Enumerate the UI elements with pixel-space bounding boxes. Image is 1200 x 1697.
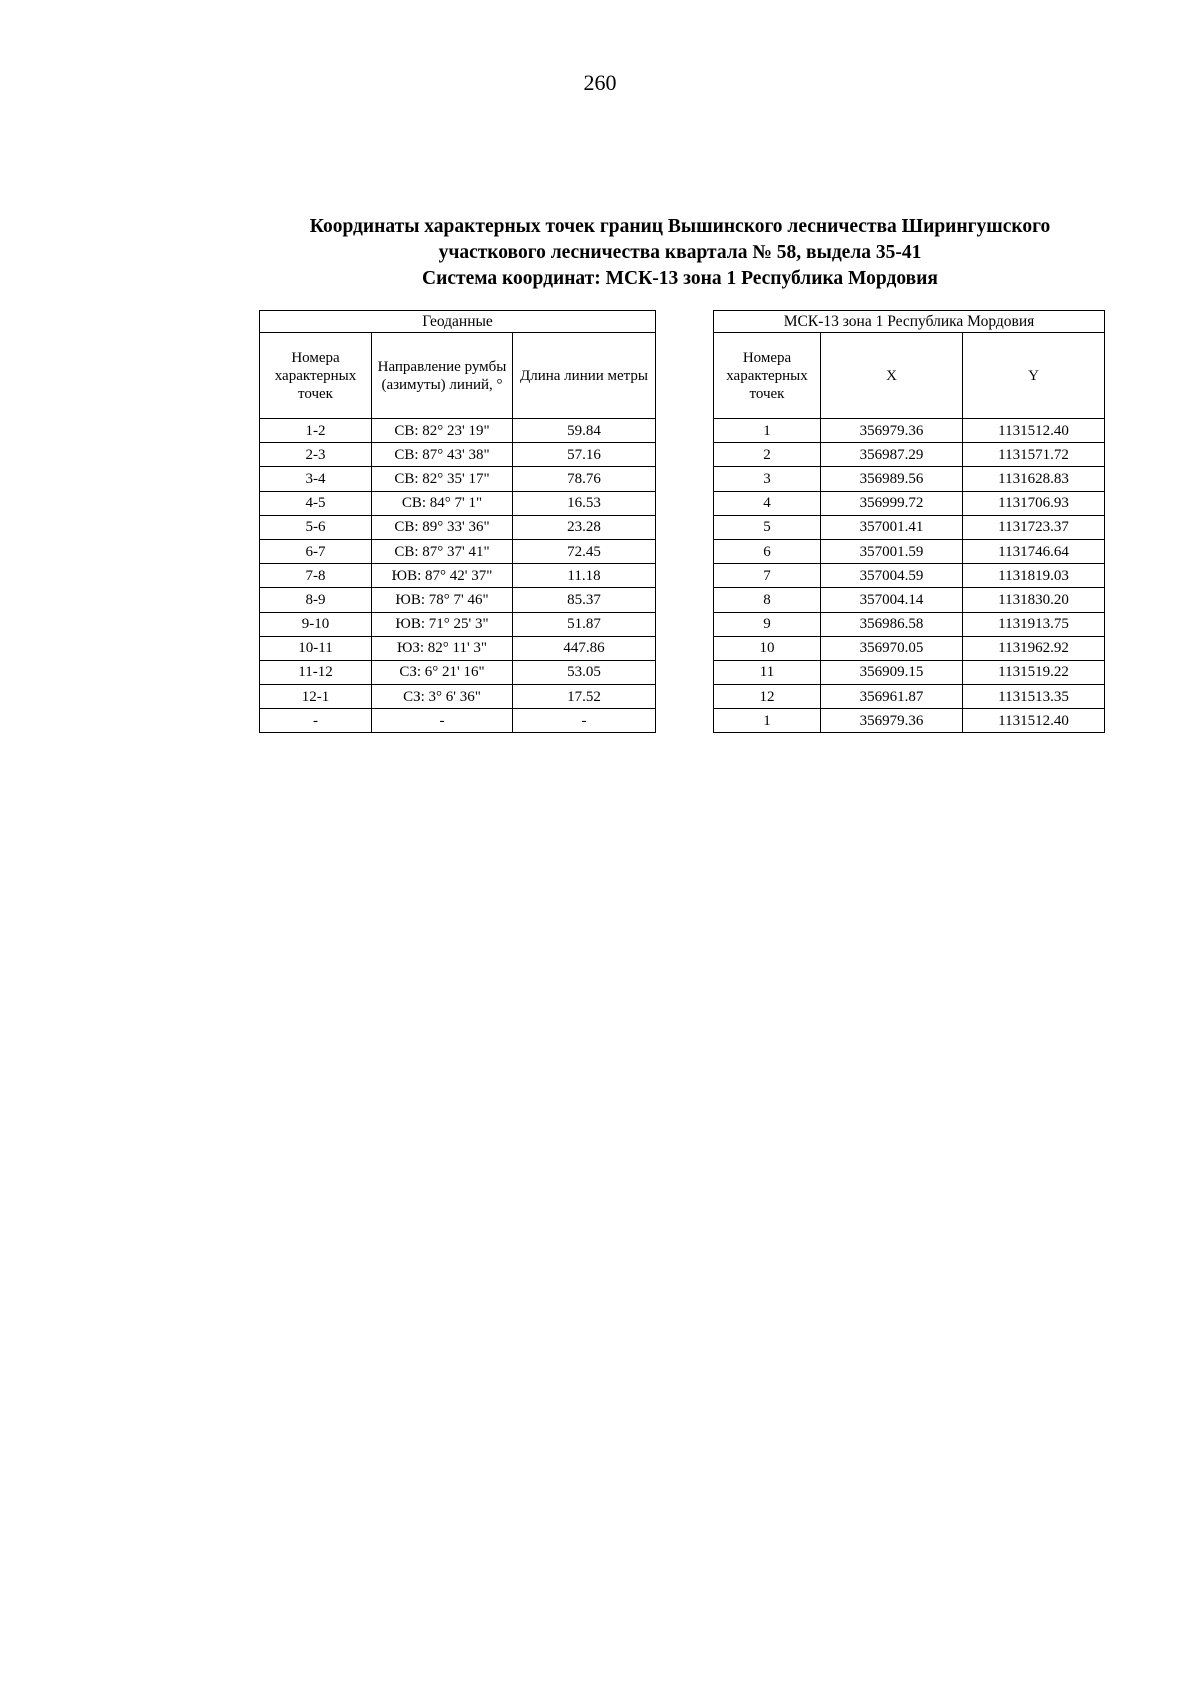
cell-points: 2-3 [260,443,372,467]
cell-point: 4 [714,491,821,515]
cell-bearing: ЮВ: 71° 25' 3" [372,612,513,636]
cell-points: 6-7 [260,539,372,563]
cell-y: 1131723.37 [963,515,1105,539]
cell-length: 78.76 [513,467,656,491]
cell-length: 11.18 [513,564,656,588]
cell-points: - [260,709,372,733]
cell-length: 17.52 [513,685,656,709]
cell-length: 59.84 [513,419,656,443]
cell-bearing: СЗ: 3° 6' 36" [372,685,513,709]
geodata-group-header: Геоданные [260,311,656,333]
cell-points: 12-1 [260,685,372,709]
title-line-3: Система координат: МСК-13 зона 1 Республика Мордовия [422,268,938,289]
column-header-x: X [821,333,963,419]
cell-x: 356961.87 [821,685,963,709]
table-row [714,564,1105,588]
column-header-length: Длина линии метры [513,333,656,419]
cell-bearing: ЮЗ: 82° 11' 3" [372,636,513,660]
table-row [260,636,656,660]
cell-point: 1 [714,419,821,443]
table-row [714,467,1105,491]
cell-bearing: ЮВ: 78° 7' 46" [372,588,513,612]
cell-points: 9-10 [260,612,372,636]
cell-bearing: СВ: 89° 33' 36" [372,515,513,539]
cell-points: 10-11 [260,636,372,660]
table-row [714,539,1105,563]
cell-length: - [513,709,656,733]
table-row [714,685,1105,709]
cell-points: 5-6 [260,515,372,539]
cell-bearing: СВ: 84° 7' 1" [372,491,513,515]
cell-point: 12 [714,685,821,709]
cell-point: 7 [714,564,821,588]
cell-point: 3 [714,467,821,491]
cell-x: 357004.14 [821,588,963,612]
cell-y: 1131513.35 [963,685,1105,709]
table-row [260,491,656,515]
table-row [714,612,1105,636]
cell-x: 357004.59 [821,564,963,588]
cell-length: 23.28 [513,515,656,539]
cell-x: 357001.59 [821,539,963,563]
cell-length: 72.45 [513,539,656,563]
cell-points: 11-12 [260,660,372,684]
table-row [260,612,656,636]
table-row [260,515,656,539]
cell-x: 356979.36 [821,419,963,443]
cell-bearing: - [372,709,513,733]
cell-point: 9 [714,612,821,636]
cell-x: 356986.58 [821,612,963,636]
table-row [260,419,656,443]
cell-point: 1 [714,709,821,733]
cell-y: 1131519.22 [963,660,1105,684]
cell-x: 357001.41 [821,515,963,539]
column-header-y: Y [963,333,1105,419]
cell-y: 1131571.72 [963,443,1105,467]
cell-point: 11 [714,660,821,684]
cell-bearing: СВ: 82° 23' 19" [372,419,513,443]
cell-bearing: СЗ: 6° 21' 16" [372,660,513,684]
cell-y: 1131913.75 [963,612,1105,636]
cell-points: 1-2 [260,419,372,443]
coordinates-group-header: МСК-13 зона 1 Республика Мордовия [714,311,1105,333]
title-line-1: Координаты характерных точек границ Вышинского лесничества Ширингушского [309,216,1051,237]
table-row [260,467,656,491]
cell-length: 85.37 [513,588,656,612]
table-row [714,491,1105,515]
cell-point: 10 [714,636,821,660]
table-row [260,709,656,733]
cell-y: 1131830.20 [963,588,1105,612]
table-row [260,685,656,709]
cell-y: 1131962.92 [963,636,1105,660]
table-row [714,709,1105,733]
cell-length: 53.05 [513,660,656,684]
cell-x: 356999.72 [821,491,963,515]
cell-points: 3-4 [260,467,372,491]
title-line-2: участкового лесничества квартала № 58, выдела 35-41 [438,242,922,263]
cell-y: 1131706.93 [963,491,1105,515]
table-row [714,419,1105,443]
cell-x: 356909.15 [821,660,963,684]
cell-points: 4-5 [260,491,372,515]
cell-y: 1131628.83 [963,467,1105,491]
cell-y: 1131819.03 [963,564,1105,588]
table-row [260,660,656,684]
geodata-table-body [260,419,656,733]
table-row [260,539,656,563]
cell-bearing: СВ: 87° 37' 41" [372,539,513,563]
cell-point: 2 [714,443,821,467]
cell-point: 5 [714,515,821,539]
column-header-bearing: Направление румбы (азимуты) линий, ° [372,333,513,419]
coordinates-table [713,310,1105,733]
cell-y: 1131746.64 [963,539,1105,563]
cell-bearing: СВ: 87° 43' 38" [372,443,513,467]
cell-x: 356970.05 [821,636,963,660]
cell-bearing: ЮВ: 87° 42' 37" [372,564,513,588]
table-row [714,515,1105,539]
table-row [260,443,656,467]
cell-point: 8 [714,588,821,612]
cell-point: 6 [714,539,821,563]
document-title [220,214,1140,292]
table-row [260,588,656,612]
column-header-points: Номера характерных точек [260,333,372,419]
table-row [260,564,656,588]
cell-length: 447.86 [513,636,656,660]
column-header-point: Номера характерных точек [714,333,821,419]
cell-points: 8-9 [260,588,372,612]
cell-y: 1131512.40 [963,419,1105,443]
table-row [714,636,1105,660]
cell-length: 51.87 [513,612,656,636]
cell-points: 7-8 [260,564,372,588]
table-row [714,588,1105,612]
cell-x: 356987.29 [821,443,963,467]
cell-length: 57.16 [513,443,656,467]
cell-x: 356979.36 [821,709,963,733]
table-row [714,443,1105,467]
cell-x: 356989.56 [821,467,963,491]
geodata-table [259,310,656,733]
cell-bearing: СВ: 82° 35' 17" [372,467,513,491]
table-row [714,660,1105,684]
coordinates-table-body [714,419,1105,733]
cell-length: 16.53 [513,491,656,515]
page-number: 260 [583,70,617,95]
cell-y: 1131512.40 [963,709,1105,733]
